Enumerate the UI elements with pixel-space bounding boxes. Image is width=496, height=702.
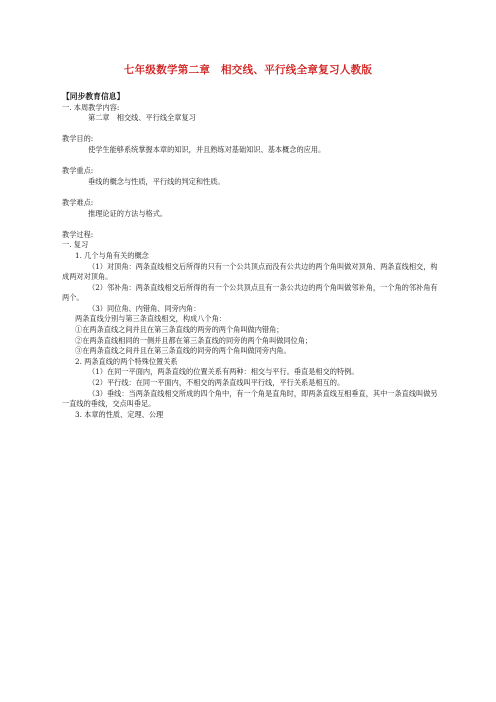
line-corresponding: ②在两条直线相同的一侧并且都在第三条直线的同旁的两个角叫做同位角； <box>75 335 313 345</box>
line-perpendicular: （3）垂线：当两条直线相交所成的四个角中，有一个角是直角时，即两条直线互相垂直，其中一条直线叫做另一直线的垂线，交点叫垂足。 <box>62 388 438 409</box>
line-goal-label: 教学目的: <box>62 134 94 144</box>
line-same-side-interior: ③在两条直线之间并且在第三条直线的同旁的两个角叫做同旁内角。 <box>75 346 291 356</box>
line-focus: 垂线的概念与性质，平行线的判定和性质。 <box>88 176 225 186</box>
document-title: 七年级数学第二章 相交线、平行线全章复习人教版 <box>123 64 373 76</box>
line-difficulty-label: 教学难点: <box>62 197 94 207</box>
line-vertical-angles: （1）对顶角：两条直线相交后所得的只有一个公共顶点而没有公共边的两个角叫做对顶角、两条直线相交，构成两对对顶角。 <box>62 261 438 282</box>
line-special-positions: 2. 两条直线的两个特殊位置关系 <box>75 356 178 366</box>
line-goal: 使学生能够系统掌握本章的知识，并且熟练对基础知识、基本概念的应用。 <box>88 144 326 154</box>
line-parallel-lines: （2）平行线：在同一平面内，不相交的两条直线叫平行线，平行关系是相互的。 <box>88 378 345 388</box>
line-adjacent-angles: （2）邻补角：两条直线相交后所得的有一个公共顶点且有一条公共边的两个角叫做邻补角，一个角的邻补角有两个。 <box>62 282 438 303</box>
document-body <box>62 92 442 420</box>
line-angle-concepts: 1. 几个与角有关的概念 <box>75 250 149 260</box>
line-teaching-content: 一. 本周教学内容: <box>62 102 120 112</box>
line-process-label: 教学过程: <box>62 229 94 239</box>
line-eight-angles: 两条直线分别与第三条直线相交，构成八个角： <box>75 314 226 324</box>
line-difficulty: 推理论证的方法与格式。 <box>88 208 168 218</box>
line-angle-types: （3）同位角、内错角、同旁内角： <box>88 303 201 313</box>
line-alternate-interior: ①在两条直线之间并且在第三条直线的两旁的两个角叫做内错角； <box>75 325 284 335</box>
line-review: 一. 复习 <box>62 240 89 250</box>
line-position-relation: （1）在同一平面内，两条直线的位置关系有两种：相交与平行。垂直是相交的特例。 <box>88 367 359 377</box>
line-theorems: 3. 本章的性质、定理、公理 <box>75 409 164 419</box>
section-header: 【同步教育信息】 <box>62 92 125 101</box>
line-chapter: 第二章 相交线、平行线全章复习 <box>88 113 196 123</box>
line-focus-label: 教学重点: <box>62 166 94 176</box>
